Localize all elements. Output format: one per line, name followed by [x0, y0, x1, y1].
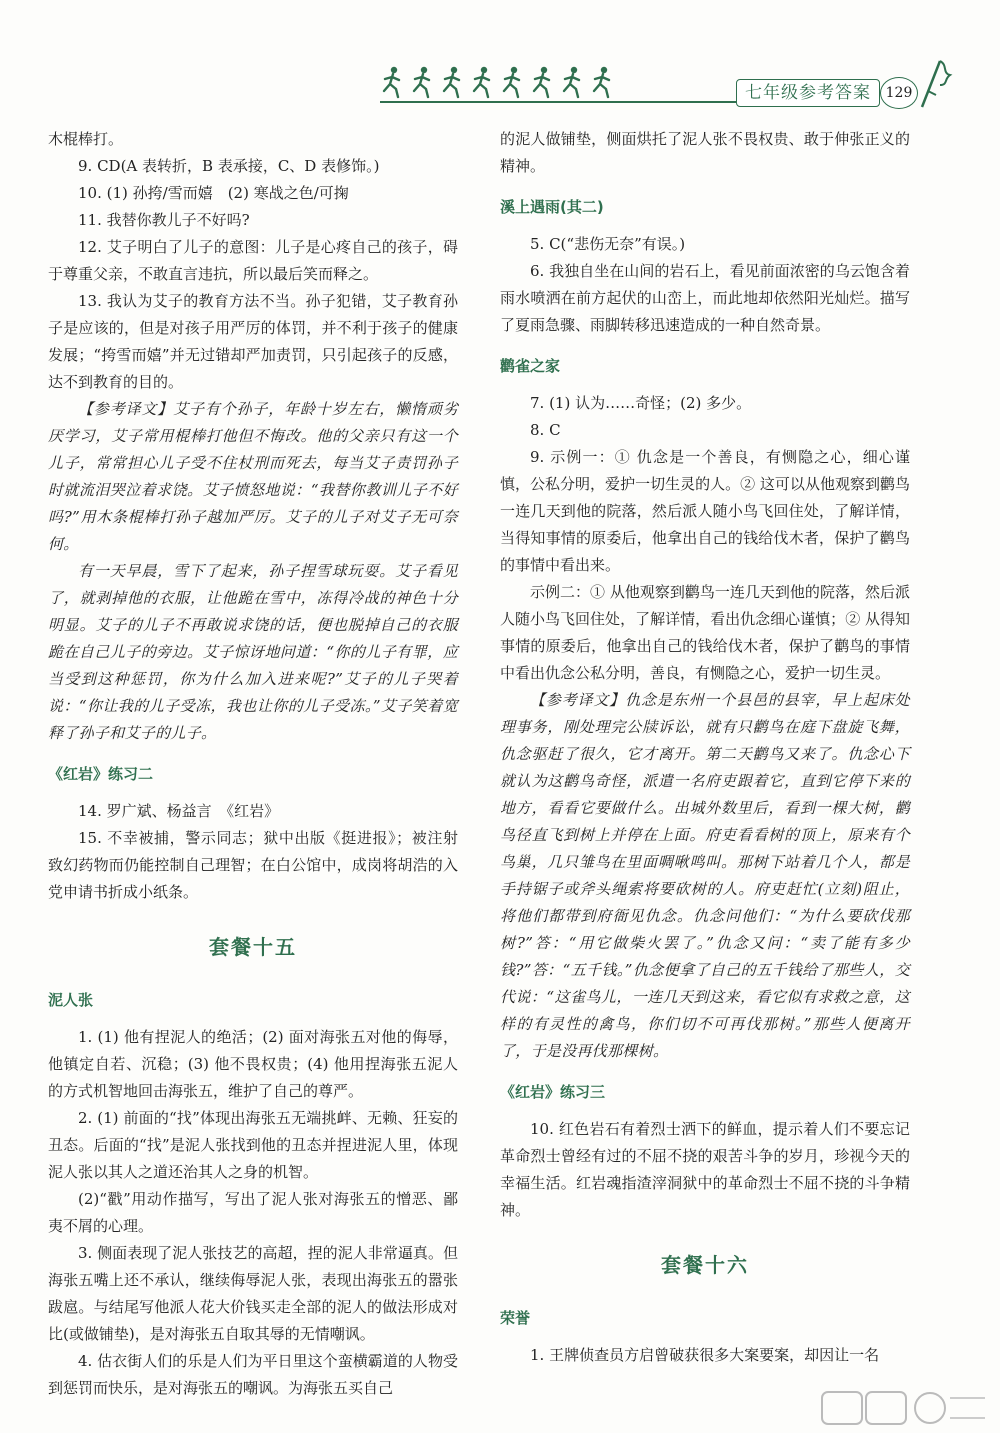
answer-paragraph: 的泥人做铺垫，侧面烘托了泥人张不畏权贵、敢于伸张正义的精神。: [500, 130, 910, 175]
page-header: [380, 55, 960, 115]
page-number: 129: [880, 77, 918, 109]
answer-paragraph: 7. (1) 认为……奇怪；(2) 多少。: [530, 394, 752, 412]
runner-icon: [470, 65, 494, 99]
combo-title: 套餐十六: [661, 1253, 749, 1277]
translation-paragraph: 【参考译文】仇念是东州一个县邑的县宰，早上起床处理事务，刚处理完公牍诉讼，就有只鹳鸟在庭下盘旋飞舞，仇念驱赶了很久，它才离开。第二天鹳鸟又来了。仇念心下就认为这鹳鸟奇怪，派遣一名府吏跟着它，直到它停下来的地方，看看它要做什么。出城外数里后，看到一棵大树，鹳鸟径直飞到树上并停在上面。府吏看看树的顶上，原来有个鸟巢，几只雏鸟在里面啁啾鸣叫。那树下站着几个人，都是手持锯子或斧头绳索将要砍树的人。府吏赶忙(立刻)阻止，将他们都带到府衙见仇念。仇念问他们：“为什么要砍伐那树?”答：“用它做柴火罢了。”仇念又问：“卖了能有多少钱?”答：“五千钱。”仇念便拿了自己的五千钱给了那些人，交代说：“这雀鸟儿，一连几天到这来，看它似有求救之意，这样的有灵性的禽鸟，你们切不可再伐那树。”那些人便离开了，于是没再伐那棵树。: [500, 691, 910, 1060]
answer-paragraph: 11. 我替你教儿子不好吗?: [78, 211, 250, 229]
watermark-logo: [820, 1388, 990, 1428]
runner-icon: [500, 65, 524, 99]
answer-paragraph: 9. CD(A 表转折，B 表承接，C、D 表修饰。): [78, 157, 380, 175]
answer-paragraph: 14. 罗广斌、杨益言 《红岩》: [78, 802, 280, 820]
answer-paragraph: 示例二：① 从他观察到鹳鸟一连几天到他的院落，然后派人随小鸟飞回住处，了解详情，看出仇念细心谨慎；② 从得知事情的原委后，他拿出自己的钱给伐木者，保护了鹳鸟的事情中看出仇念公私分明，善良，有恻隐之心，爱护一切生灵。: [500, 583, 910, 682]
runner-icon: [530, 65, 554, 99]
runner-icons: [380, 65, 614, 99]
runner-icon: [440, 65, 464, 99]
answer-paragraph: (2)“戳”用动作描写，写出了泥人张对海张五的憎恶、鄙夷不屑的心理。: [48, 1190, 458, 1235]
answer-paragraph: 10. 红色岩石有着烈士洒下的鲜血，提示着人们不要忘记革命烈士曾经有过的不屈不挠的艰苦斗争的岁月，珍视今天的幸福生活。红岩魂指渣滓洞狱中的革命烈士不屈不挠的斗争精神。: [500, 1120, 910, 1219]
right-column: [500, 126, 910, 1369]
answer-paragraph: 1. 王牌侦查员方启曾破获很多大案要案，却因让一名: [530, 1346, 880, 1364]
pen-flag-icon: [918, 55, 954, 111]
runner-icon: [380, 65, 404, 99]
answer-paragraph: 15. 不幸被捕，警示同志；狱中出版《挺进报》；被注射致幻药物而仍能控制自己理智；在白公馆中，成岗将胡浩的入党申请书折成小纸条。: [48, 829, 458, 901]
section-heading: 溪上遇雨(其二): [500, 198, 604, 216]
grade-badge: 七年级参考答案: [736, 79, 880, 107]
translation-paragraph: 【参考译文】艾子有个孙子，年龄十岁左右，懒惰顽劣厌学习，艾子常用棍棒打他但不悔改。他的父亲只有这一个儿子，常常担心儿子受不住杖刑而死去，每当艾子责罚孙子时就流泪哭泣着求饶。艾子愤怒地说：“我替你教训儿子不好吗?”用木条棍棒打孙子越加严厉。艾子的儿子对艾子无可奈何。: [48, 400, 458, 553]
left-column: [48, 126, 458, 1402]
runner-icon: [560, 65, 584, 99]
answer-paragraph: 1. (1) 他有捏泥人的绝活；(2) 面对海张五对他的侮辱，他镇定自若、沉稳；(3) 他不畏权贵；(4) 他用捏海张五泥人的方式机智地回击海张五，维护了自己的尊严。: [48, 1028, 458, 1100]
section-heading: 鹳雀之家: [500, 357, 561, 375]
section-heading: 泥人张: [48, 991, 94, 1009]
answer-paragraph: 12. 艾子明白了儿子的意图：儿子是心疼自己的孩子，碍于尊重父亲，不敢直言违抗，所以最后笑而释之。: [48, 238, 458, 283]
section-heading: 《红岩》练习二: [48, 765, 154, 783]
section-heading: 荣誉: [500, 1309, 531, 1327]
answer-paragraph: 4. 估衣街人们的乐是人们为平日里这个蛮横霸道的人物受到惩罚而快乐，是对海张五的嘲讽。为海张五买自己: [48, 1352, 458, 1397]
answer-paragraph: 木棍棒打。: [48, 130, 124, 148]
section-heading: 《红岩》练习三: [500, 1083, 606, 1101]
answer-paragraph: 3. 侧面表现了泥人张技艺的高超，捏的泥人非常逼真。但海张五嘴上还不承认，继续侮辱泥人张，表现出海张五的嚣张跋扈。与结尾写他派人花大价钱买走全部的泥人的做法形成对比(或做铺垫)，是对海张五自取其辱的无情嘲讽。: [48, 1244, 458, 1343]
answer-paragraph: 5. C(“悲伤无奈”有误。): [530, 235, 686, 253]
answer-paragraph: 8. C: [530, 421, 561, 439]
answer-paragraph: 13. 我认为艾子的教育方法不当。孙子犯错，艾子教育孙子是应该的，但是对孩子用严厉的体罚，并不利于孩子的健康发展；“挎雪而嬉”并无过错却严加责罚，只引起孩子的反感，达不到教育的目的。: [48, 292, 458, 391]
combo-title: 套餐十五: [209, 935, 297, 959]
answer-paragraph: 9. 示例一：① 仇念是一个善良，有恻隐之心，细心谨慎，公私分明，爱护一切生灵的人。② 这可以从他观察到鹳鸟一连几天到他的院落，然后派人随小鸟飞回住处，了解详情，当得知事情的原委后，他拿出自己的钱给伐木者，保护了鹳鸟的事情中看出来。: [500, 448, 910, 574]
answer-paragraph: 6. 我独自坐在山间的岩石上，看见前面浓密的乌云饱含着雨水喷洒在前方起伏的山峦上，而此地却依然阳光灿烂。描写了夏雨急骤、雨脚转移迅速造成的一种自然奇景。: [500, 262, 910, 334]
runner-icon: [590, 65, 614, 99]
answer-paragraph: 10. (1) 孙挎/雪而嬉 (2) 寒战之色/可掬: [78, 184, 349, 202]
runner-icon: [410, 65, 434, 99]
translation-paragraph: 有一天早晨，雪下了起来，孙子捏雪球玩耍。艾子看见了，就剥掉他的衣服，让他跪在雪中，冻得冷战的神色十分明显。艾子的儿子不再敢说求饶的话，便也脱掉自己的衣服跪在自己儿子的旁边。艾子惊讶地问道：“你的儿子有罪，应当受到这种惩罚，你为什么加入进来呢?”艾子的儿子哭着说：“你让我的儿子受冻，我也让你的儿子受冻。”艾子笑着宽释了孙子和艾子的儿子。: [48, 562, 458, 742]
answer-paragraph: 2. (1) 前面的“找”体现出海张五无端挑衅、无赖、狂妄的丑态。后面的“找”是泥人张找到他的丑态并捏进泥人里，体现泥人张以其人之道还治其人之身的机智。: [48, 1109, 458, 1181]
